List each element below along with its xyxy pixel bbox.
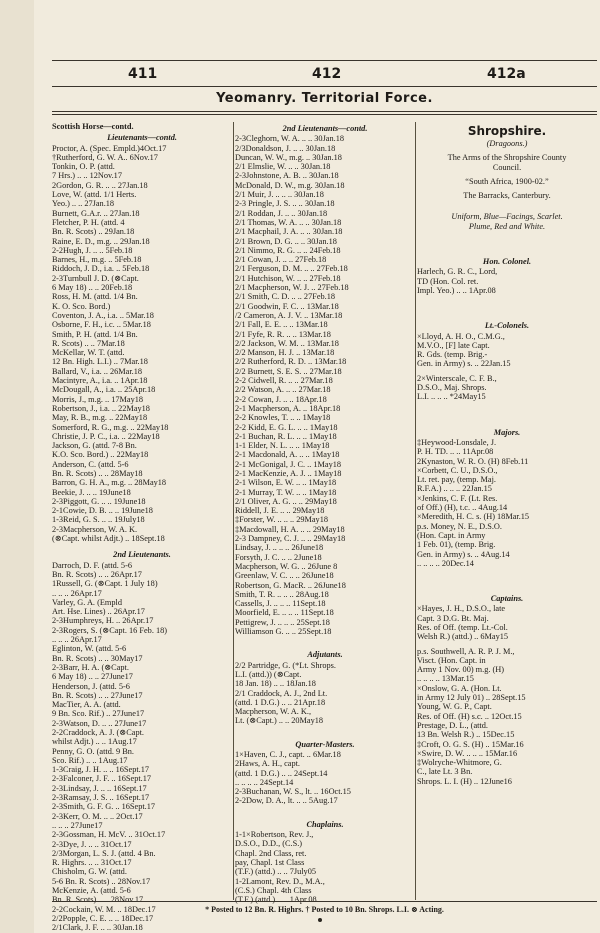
spacer bbox=[417, 200, 597, 212]
top-rule bbox=[52, 60, 597, 61]
entry-line: 2/1 Cowan, J. .. .. 27Feb.18 bbox=[235, 255, 327, 265]
column-divider-2 bbox=[415, 122, 416, 900]
entry-line: Bn. R. Scots) .. .. 27June17 bbox=[52, 690, 143, 700]
page-number-right: 412a bbox=[487, 66, 526, 82]
entry-line: Robertson, J., i.a. .. 22May18 bbox=[52, 403, 150, 413]
entry-line: ×Corbett, C. U., D.S.O., bbox=[417, 465, 498, 475]
entry-line: ‡Heywood-Lonsdale, J. bbox=[417, 437, 497, 447]
entry-line: Hon. Colonel. bbox=[482, 257, 532, 267]
entry-line: Cassells, J. .. .. .. 11Sept.18 bbox=[235, 599, 326, 609]
entry-line: 2-2Cockain, W. M. .. 18Dec.17 bbox=[52, 904, 156, 914]
spacer bbox=[417, 243, 597, 255]
entry-line: Lieutenants—contd. bbox=[107, 133, 177, 143]
entry-line: 1-1 Elder, N. L. .. .. 1May18 bbox=[235, 441, 330, 451]
entry-line: 2-3 Dampney, C. J. .. .. 29May18 bbox=[235, 534, 346, 544]
entry-line: 2-1 Wilson, E. W. .. .. 1May18 bbox=[235, 478, 337, 488]
entry-line: 2/1 Goodwin, F. C. .. 13Mar.18 bbox=[235, 301, 339, 311]
entry-line: Varley, G. A. (Empld bbox=[52, 597, 122, 607]
entry-line: Bn. R. Scots) .. 29Jan.18 bbox=[52, 227, 135, 237]
footnotes: * Posted to 12 Bn. R. Highrs. † Posted to 10 Bn. Shrops. L.I. ⊗ Acting. bbox=[205, 905, 444, 914]
entry-line: .. .. .. 27June17 bbox=[52, 820, 103, 830]
entry-line: 2/2 Watson, A. .. .. 27Mar.18 bbox=[235, 385, 331, 395]
entry-line: 2-3Barr, H. A. (⊗Capt. bbox=[52, 662, 129, 672]
entry-line: Shrops. L. I. (H) .. 12June16 bbox=[417, 776, 512, 786]
entry-line: L.I. .. .. .. *24May15 bbox=[417, 392, 486, 402]
page-numbers bbox=[0, 66, 600, 84]
spacer bbox=[52, 543, 232, 548]
entry-line: 6 May 18) .. .. 20Feb.18 bbox=[52, 283, 133, 293]
spacer bbox=[235, 726, 415, 738]
entry-line: Yeo.) .. .. 27Jan.18 bbox=[52, 199, 115, 209]
entry-line: Chapl. 2nd Class, ret. bbox=[235, 848, 307, 858]
entry-line: /2 Cameron, A. J. V. .. 13Mar.18 bbox=[235, 310, 343, 320]
entry-line: ×Onslow, G. A. (Hon. Lt. bbox=[417, 683, 502, 693]
entry-line: Chisholm, G. W. (attd. bbox=[52, 867, 127, 877]
entry-line: Macintyre, A., i.a. .. 1Apr.18 bbox=[52, 376, 148, 386]
entry-line: 2/1 Smith, C. D. .. .. 27Feb.18 bbox=[235, 292, 336, 302]
entry-line: (attd. 1 D.G.) .. .. 24Sept.14 bbox=[235, 768, 328, 778]
entry-line: Lt.-Colonels. bbox=[484, 321, 530, 331]
entry-line: (Hon. Capt. in Army bbox=[417, 530, 486, 540]
entry-line: 2Gordon, G. R. .. .. 27Jan.18 bbox=[52, 180, 148, 190]
entry-line: 9 Bn. Sco. Rif.) .. 27June17 bbox=[52, 709, 145, 719]
entry-line: 2-1 Macdonald, A. .. .. 1May18 bbox=[235, 450, 340, 460]
entry-line: 2/1 Roddan, J. .. .. 30Jan.18 bbox=[235, 208, 328, 218]
entry-line: Plume, Red and White. bbox=[468, 221, 546, 231]
entry-line: 7 Hrs.) .. .. 12Nov.17 bbox=[52, 171, 122, 181]
entry-line: 2-2 Knowles, T. .. .. 1May18 bbox=[235, 413, 331, 423]
entry-line: .. .. .. 26Apr.17 bbox=[52, 635, 102, 645]
entry-line: 2/1 Elmslie, W. .. .. 30Jan.18 bbox=[235, 162, 331, 172]
entry-line: Macpherson, W. A. K., bbox=[235, 707, 312, 717]
entry-line: 2/2 Burnett, S. E. S. .. 27Mar.18 bbox=[235, 366, 342, 376]
entry-line: Greenlaw, V. C. .. .. 26June18 bbox=[235, 571, 334, 581]
entry-line: whilst Adjt.) .. .. 1Aug.17 bbox=[52, 737, 137, 747]
entry-line: P. H. TD. .. .. 11Apr.08 bbox=[417, 447, 494, 457]
column-divider-1 bbox=[233, 122, 234, 900]
entry-line: 2/1 Fall, E. E. .. .. 13Mar.18 bbox=[235, 320, 328, 330]
entry-line: Shropshire. bbox=[467, 124, 547, 138]
entry-line: 2-2Craddock, A. J. (⊗Capt. bbox=[52, 728, 144, 737]
entry-line: 2-3Kerr, O. M. .. .. 2Oct.17 bbox=[52, 811, 143, 821]
entry-line: (C.S.) Chapl. 4th Class bbox=[235, 885, 312, 895]
entry-line: (attd. 1 D.G.) .. .. 21Apr.18 bbox=[235, 697, 326, 707]
entry-line: 2-3Rogers, S. (⊗Capt. 16 Feb. 18) bbox=[52, 625, 168, 635]
entry-line: Osborne, F. H., i.c. .. 5Mar.18 bbox=[52, 320, 151, 330]
spacer bbox=[417, 231, 597, 243]
entry-line: Barron, G. H. A., m.g. .. 28May18 bbox=[52, 478, 167, 488]
entry-line: 2/1 Nimmo, R. G. .. .. 24Feb.18 bbox=[235, 245, 341, 255]
entry-line: Scottish Horse—contd. bbox=[52, 122, 134, 131]
entry-line: D.S.O., Maj. Shrops. bbox=[417, 383, 487, 393]
entry-line: M.V.O., [F] late Capt. bbox=[417, 340, 490, 350]
entry-line: 2Kynaston, W. R. O. (H) 8Feb.11 bbox=[417, 456, 529, 466]
entry-line: The Arms of the Shropshire County bbox=[447, 153, 567, 163]
column-second-lieutenants bbox=[235, 122, 415, 905]
entry-line: 5-6 Bn. R. Scots) .. 28Nov.17 bbox=[52, 876, 151, 886]
entry-line: 2-3Humphreys, H. .. 26Apr.17 bbox=[52, 616, 154, 626]
entry-line: Lindsay, J. .. .. .. 26June18 bbox=[235, 543, 324, 553]
entry-line: 2/1 Hutchison, W. .. .. 27Feb.18 bbox=[235, 273, 341, 283]
entry-line: Barnes, H., m.g. .. 5Feb.18 bbox=[52, 255, 142, 265]
entry-line: ×Jenkins, C. F. (Lt. Res. bbox=[417, 493, 498, 503]
entry-line: 2/1 Ferguson, D. M. .. .. 27Feb.18 bbox=[235, 264, 348, 274]
entry-line: R. Gds. (temp. Brig.- bbox=[417, 350, 488, 360]
entry-line: 2/2 Partridge, G. (*Lt. Shrops. bbox=[235, 660, 336, 670]
entry-line: 18 Jan. 18) .. .. 18Jan.18 bbox=[235, 679, 316, 689]
entry-line: 1×Haven, C. J., capt. .. 6Mar.18 bbox=[235, 750, 341, 759]
entry-line: ×Hayes, J. H., D.S.O., late bbox=[417, 604, 506, 614]
entry-line: Tonkin, O. P. (attd. bbox=[52, 162, 115, 172]
entry-line: pay, Chapl. 1st Class bbox=[235, 857, 305, 867]
entry-line: 2-1 MacKenzie, A. J. .. 1May18 bbox=[235, 468, 342, 478]
entry-line: Somerford, R. G., m.g. .. 22May18 bbox=[52, 422, 169, 432]
entry-line: Duncan, W. W., m.g. .. 30Jan.18 bbox=[235, 152, 342, 162]
entry-line: .. .. .. .. 13Mar.15 bbox=[417, 674, 474, 684]
entry-line: 2/2Popple, C. E. .. .. 18Dec.17 bbox=[52, 913, 154, 923]
entry-line: Gen. in Army) s. .. 22Jan.15 bbox=[417, 359, 511, 369]
entry-line: 2-3Buchanan, W. S., lt. .. 16Oct.15 bbox=[235, 787, 351, 797]
entry-line: McKenzie, A. (attd. 5-6 bbox=[52, 886, 131, 896]
entry-line: Henderson, J. (attd. 5-6 bbox=[52, 681, 130, 691]
entry-line: 2-2 Cowan, J. .. .. 18Apr.18 bbox=[235, 394, 327, 404]
spacer bbox=[235, 636, 415, 648]
entry-line: Captains. bbox=[490, 594, 524, 604]
entry-line: 2/2 Jackson, W. M. .. 13Mar.18 bbox=[235, 338, 339, 348]
entry-line: ×Lloyd, A. H. O., C.M.G., bbox=[417, 331, 505, 341]
entry-line: 2-3Macpherson, W. A. K. bbox=[52, 524, 138, 534]
footer-rule bbox=[52, 901, 597, 902]
entry-line: 2/1 Macpherson, W. J. .. 27Feb.18 bbox=[235, 283, 349, 293]
entry-line: Welsh R.) (attd.) .. 6May15 bbox=[417, 632, 509, 642]
entry-line: ‡Wolryche-Whitmore, G. bbox=[417, 758, 502, 768]
entry-line: 13 Bn. Welsh R.) .. 15Dec.15 bbox=[417, 730, 515, 740]
entry-line: Forsyth, J. C. .. .. 2June18 bbox=[235, 552, 322, 562]
entry-line: May, R. B., m.g. .. 22May18 bbox=[52, 413, 148, 423]
entry-line: †Rutherford, G. W. A.. 6Nov.17 bbox=[52, 152, 158, 162]
entry-line: 2Haws, A. H., capt. bbox=[235, 759, 300, 769]
entry-line: Prestage, D. L., (attd. bbox=[417, 720, 488, 730]
entry-line: Lt. (⊗Capt.) .. .. 20May18 bbox=[235, 716, 324, 726]
entry-line: 2/1 Thomas, W. A. .. .. 30Jan.18 bbox=[235, 217, 342, 227]
entry-line: Coventon, J. A., i.a. .. 5Mar.18 bbox=[52, 310, 154, 320]
entry-line: Burnett, G.A.r. .. 27Jan.18 bbox=[52, 208, 140, 218]
page-mark bbox=[318, 918, 322, 922]
entry-line: Raine, E. D., m.g. .. 29Jan.18 bbox=[52, 236, 150, 246]
entry-line: 2/3Morgan, L. S. J. (attd. 4 Bn. bbox=[52, 848, 156, 858]
entry-line: (T.F.) (attd.) .. .. 7July05 bbox=[235, 867, 316, 877]
entry-line: (T.F.) (attd.) .. .. 1Apr.08 bbox=[235, 895, 317, 905]
entry-line: 2/1Clark, J. F. .. .. 30Jan.18 bbox=[52, 923, 143, 933]
entry-line: 2-3Piggott, G. .. .. 19June18 bbox=[52, 496, 146, 506]
spacer bbox=[417, 568, 597, 580]
entry-line: ‡Croft, O. G. S. (H) .. 15Mar.16 bbox=[417, 739, 524, 749]
entry-line: Eglinton, W. (attd. 5-6 bbox=[52, 644, 127, 654]
page-number-left: 411 bbox=[128, 66, 158, 82]
entry-line: Smith, T. R. .. .. .. 28Aug.18 bbox=[235, 589, 329, 599]
entry-line: (⊗Capt. whilst Adjt.) .. 18Sept.18 bbox=[52, 534, 165, 544]
entry-line: 2-3Cleghorn, W. A. .. .. 30Jan.18 bbox=[235, 134, 345, 144]
entry-line: p.s. Southwell, A. R. P. J. M., bbox=[417, 646, 515, 656]
entry-line: ×Meredith, H. C. s. (H) 18Mar.15 bbox=[417, 512, 530, 522]
entry-line: Jackson, G. (attd. 7-8 Bn. bbox=[52, 441, 137, 451]
entry-line: Riddell, J. E. .. .. 29May18 bbox=[235, 506, 325, 516]
entry-line: Res. of Off. (H) s.c. .. 12Oct.15 bbox=[417, 711, 522, 721]
entry-line: Capt. 3 D.G. Bt. Maj. bbox=[417, 613, 489, 623]
entry-line: 2/1 Brown, D. G. .. .. 30Jan.18 bbox=[235, 236, 337, 246]
entry-line: L.I. (attd.)) (⊗Capt. bbox=[235, 669, 302, 679]
column-shropshire bbox=[417, 122, 597, 900]
entry-line: 2-3Johnstone, A. B. .. 30Jan.18 bbox=[235, 171, 339, 181]
entry-line: Darroch, D. F. (attd. 5-6 bbox=[52, 560, 132, 570]
page-number-rule bbox=[52, 86, 597, 87]
entry-line: 2-2Hugh, J. .. .. 5Feb.18 bbox=[52, 245, 133, 255]
spacer bbox=[417, 580, 597, 592]
entry-line: 12 Bn. High. L.I.) .. 7Mar.18 bbox=[52, 357, 148, 367]
entry-line: 2-1 McGonigal, J. C. .. 1May18 bbox=[235, 459, 342, 469]
entry-line: 2-1 Murray, T. W. .. .. 1May18 bbox=[235, 487, 337, 497]
entry-line: Bn. R. Scots) .. .. 28Nov.17 bbox=[52, 895, 144, 905]
entry-line: McKellar, W. T. (attd. bbox=[52, 348, 125, 358]
entry-line: 2/2 Rutherford, R. D. .. 13Mar.18 bbox=[235, 357, 347, 367]
entry-line: Uniform, Blue—Facings, Scarlet. bbox=[451, 212, 563, 222]
entry-line: 2-3Falconer, J. F. .. 16Sept.17 bbox=[52, 774, 152, 784]
entry-line: Morris, J., m.g. .. 17May18 bbox=[52, 394, 144, 404]
entry-line: 2-3Gossman, H. McV. .. 31Oct.17 bbox=[52, 830, 166, 840]
entry-line: Anderson, C. (attd. 5-6 bbox=[52, 459, 129, 469]
entry-line: Robertson, G. MacR. .. 26June18 bbox=[235, 580, 346, 590]
entry-line: 2-3Dye, J. .. .. 31Oct.17 bbox=[52, 839, 132, 849]
entry-line: C., late Lt. 3 Bn. bbox=[417, 767, 473, 777]
entry-line: 2nd Lieutenants. bbox=[113, 550, 171, 560]
entry-line: 2/2 Manson, H. J. .. 13Mar.18 bbox=[235, 348, 335, 358]
entry-line: 1-3Craig, J. H. .. .. 16Sept.17 bbox=[52, 765, 150, 775]
entry-line: Love, W. (attd. 1/1 Herts. bbox=[52, 190, 137, 200]
entry-line: Harlech, G. R. C., Lord, bbox=[417, 267, 498, 277]
entry-line: R. Highrs. .. .. 31Oct.17 bbox=[52, 858, 132, 868]
entry-line: 2-3 Pringle, J. S. .. .. 30Jan.18 bbox=[235, 199, 335, 209]
entry-line: Bn. R. Scots) .. .. 26Apr.17 bbox=[52, 569, 142, 579]
entry-line: 2/1 Craddock, A. J., 2nd Lt. bbox=[235, 688, 328, 698]
entry-line: 2-2 Cidwell, R. .. .. 27Mar.18 bbox=[235, 376, 333, 386]
banner-rule-bottom bbox=[52, 114, 597, 115]
entry-line: TD (Hon. Col. ret. bbox=[417, 276, 479, 286]
entry-line: R. Scots) .. .. 7Mar.18 bbox=[52, 338, 125, 348]
entry-line: 2/1 Muir, J. .. .. .. 30Jan.18 bbox=[235, 190, 324, 200]
entry-line: Riddoch, J. D., i.a. .. 5Feb.18 bbox=[52, 264, 150, 274]
entry-line: Moorfield, E. .. .. .. 11Sept.18 bbox=[235, 608, 334, 618]
entry-line: 6 May 18) .. .. 27June17 bbox=[52, 672, 133, 682]
page-number-middle: 412 bbox=[312, 66, 342, 82]
entry-line: Pettigrew, J. .. .. .. 25Sept.18 bbox=[235, 617, 330, 627]
banner-rule-top bbox=[52, 111, 597, 112]
entry-line: Smith, P. H. (attd. 1/4 Bn. bbox=[52, 329, 138, 339]
entry-line: 1-1×Robertson, Rev. J., bbox=[235, 830, 314, 840]
entry-line: Lt. ret. pay, (temp. Maj. bbox=[417, 475, 496, 485]
entry-line: ‡Macdowall, H. A. .. .. 29May18 bbox=[235, 524, 345, 534]
entry-line: Beekie, J. .. .. 19June18 bbox=[52, 487, 131, 497]
entry-line: 1-3Reid, G. S. .. .. 19July18 bbox=[52, 515, 145, 525]
entry-line: Adjutants. bbox=[307, 650, 343, 660]
entry-line: Art. Hse. Lines) .. 26Apr.17 bbox=[52, 607, 145, 617]
entry-line: Ross, H. M. (attd. 1/4 Bn. bbox=[52, 292, 138, 302]
entry-line: Quarter-Masters. bbox=[295, 739, 355, 749]
entry-line: .. .. .. .. 24Sept.14 bbox=[235, 777, 294, 787]
entry-line: Majors. bbox=[493, 427, 521, 437]
entry-line: p.s. Money, N. E., D.S.O. bbox=[417, 521, 502, 531]
entry-line: Sco. Rif.) .. .. 1Aug.17 bbox=[52, 755, 128, 765]
entry-line: 2/1 Oliver, A. G. .. .. 29May18 bbox=[235, 496, 337, 506]
entry-line: K. O. Sco. Bord.) bbox=[52, 301, 111, 311]
entry-line: ‡Forster, W. .. .. .. 29May18 bbox=[235, 515, 329, 525]
entry-line: 2×Winterscale, C. F. B., bbox=[417, 373, 497, 383]
entry-line: in Army 12 July 01) .. 28Sept.15 bbox=[417, 693, 526, 703]
entry-line: Army 1 Nov. 00) m.g. (H) bbox=[417, 665, 505, 675]
entry-line: Young, W. G. P., Capt. bbox=[417, 702, 492, 712]
entry-line: Bn. R. Scots) .. .. 28May18 bbox=[52, 468, 143, 478]
entry-line: R.F.A.) .. .. .. 22Jan.15 bbox=[417, 484, 492, 494]
entry-line: .. .. .. .. 20Dec.14 bbox=[417, 558, 474, 568]
entry-line: 1Russell, G. (⊗Capt. 1 July 18) bbox=[52, 579, 158, 589]
entry-line: “South Africa, 1900-02.” bbox=[465, 176, 549, 186]
entry-line: Res. of Off. (temp. Lt.-Col. bbox=[417, 622, 508, 632]
entry-line: 2nd Lieutenants—contd. bbox=[282, 124, 368, 133]
entry-line: 2-1Cowie, D. B. .. .. 19June18 bbox=[52, 506, 153, 516]
entry-line: Visct. (Hon. Capt. in bbox=[417, 655, 486, 665]
entry-line: 1-2Lamont, Rev. D., M.A., bbox=[235, 876, 325, 886]
entry-line: of Off.) (H), t.c. .. 4Aug.14 bbox=[417, 503, 508, 513]
section-banner: Yeomanry. Territorial Force. bbox=[216, 91, 433, 106]
entry-line: McDougall, A., i.a. .. 25Apr.18 bbox=[52, 385, 156, 395]
entry-line: Bn. R. Scots) .. .. 30May17 bbox=[52, 653, 143, 663]
entry-line: McDonald, D. W., m.g. 30Jan.18 bbox=[235, 180, 345, 190]
entry-line: .. .. .. 26Apr.17 bbox=[52, 588, 102, 598]
scan-margin bbox=[0, 0, 34, 933]
entry-line: ×Swire, D. W. .. .. .. 15Mar.16 bbox=[417, 748, 518, 758]
entry-line: Macpherson, W. G. .. 26June 8 bbox=[235, 561, 338, 571]
entry-line: Fletcher, P. H. (attd. 4 bbox=[52, 217, 125, 227]
entry-line: Chaplains. bbox=[306, 819, 344, 829]
entry-line: 2-2Dow, D. A., lt. .. .. 5Aug.17 bbox=[235, 796, 338, 806]
entry-line: 2-3Ramsay, J. S. .. 16Sept.17 bbox=[52, 793, 150, 803]
entry-line: Williamson G. .. .. 25Sept.18 bbox=[235, 627, 332, 637]
entry-line: 2/3Donaldson, J. .. .. 30Jan.18 bbox=[235, 143, 336, 153]
entry-line: 2-3Smith, G. F. G. .. 16Sept.17 bbox=[52, 802, 156, 812]
spacer bbox=[235, 806, 415, 818]
spacer bbox=[417, 295, 597, 307]
spacer bbox=[417, 414, 597, 426]
entry-line: Penny, G. O. (attd. 9 Bn. bbox=[52, 746, 134, 756]
entry-line: (Dragoons.) bbox=[486, 139, 528, 148]
entry-line: D.S.O., D.D., (C.S.) bbox=[235, 839, 303, 849]
entry-line: Council. bbox=[492, 162, 522, 172]
entry-line: 2/1 Fyfe, R. R. .. .. 13Mar.18 bbox=[235, 329, 331, 339]
entry-line: 2-2 Kidd, E. G. L. .. .. 1May18 bbox=[235, 422, 338, 432]
entry-line: MacTier, A. A. (attd. bbox=[52, 700, 121, 710]
column-scottish-horse bbox=[52, 122, 232, 933]
entry-line: 2/1 Macphail, J. A. .. .. 30Jan.18 bbox=[235, 227, 343, 237]
entry-line: K.O. Sco. Bord.) .. 22May18 bbox=[52, 450, 149, 460]
entry-line: 2-1 Macpherson, A. .. 18Apr.18 bbox=[235, 403, 341, 413]
spacer bbox=[417, 307, 597, 319]
entry-line: 2-1 Buchan, R. L. .. .. 1May18 bbox=[235, 431, 337, 441]
entry-line: Gen. in Army) s. .. 4Aug.14 bbox=[417, 549, 510, 559]
entry-line: Christie, J. P. C., i.a. .. 22May18 bbox=[52, 431, 160, 441]
spacer bbox=[417, 402, 597, 414]
entry-line: 2-3Lindsay, J. .. .. 16Sept.17 bbox=[52, 783, 147, 793]
entry-line: Proctor, A. (Spec. Empld.)4Oct.17 bbox=[52, 143, 167, 153]
entry-line: Ballard, V., i.a. .. 26Mar.18 bbox=[52, 366, 143, 376]
entry-line: 2-3Turnbull J. D. (⊗Capt. bbox=[52, 273, 139, 283]
entry-line: 1 Feb. 01), (temp. Brig. bbox=[417, 540, 496, 550]
entry-line: The Barracks, Canterbury. bbox=[463, 191, 551, 201]
entry-line: 2-3Watson, D. .. .. 27June17 bbox=[52, 718, 147, 728]
entry-line: Impl. Yeo.) .. .. 1Apr.08 bbox=[417, 285, 496, 295]
